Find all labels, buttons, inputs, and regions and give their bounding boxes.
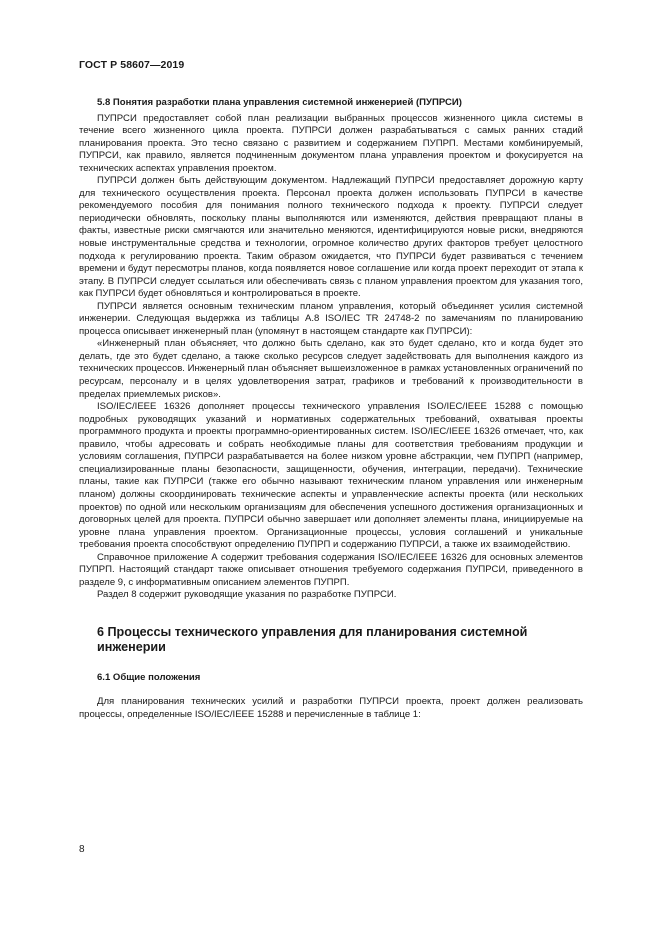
- page-number: 8: [79, 844, 85, 855]
- page-content: [79, 97, 583, 722]
- paragraph: ПУПРСИ должен быть действующим документом. Надлежащий ПУПРСИ предоставляет дорожную карту для технического осуществления проекта. Персонал проекта должен использовать ПУПРСИ в качестве рекомендуемого пособия для понимания полного технического подхода к проекту. ПУПРСИ следует периодически обновлять, поскольку планы выполняются или изменяются, действия превращают планы в факты, известные риски смягчаются или значительно меняются, идентифицируются новые риски, внедряются новые инструментальные средства и технологии, огромное количество других факторов требует целостного подхода к регулированию проекта. Таким образом ожидается, что ПУПРСИ будет развиваться с течением времени и будут пересмотры планов, когда появляется новое соглашение или когда проект переходит от этапа к этапу. В ПУПРСИ следует ссылаться или обеспечивать связь с планом управления проектом для указания того, как ПУПРСИ будет обновляться и контролироваться в проекте.: [79, 175, 583, 300]
- quote-paragraph: «Инженерный план объясняет, что должно быть сделано, как это будет сделано, кто и когда будет это делать, где это будет сделано, а также сколько ресурсов следует задействовать для выполнения каждого из технических процессов. Инженерный план объясняет вышеизложенное в рамках установленных ограничений по ресурсам, персоналу и в целях удовлетворения затрат, графиков и требований к производительности в пределах приемлемых рисков».: [79, 338, 583, 400]
- paragraph: Раздел 8 содержит руководящие указания по разработке ПУПРСИ.: [97, 589, 397, 601]
- paragraph: ПУПРСИ предоставляет собой план реализации выбранных процессов жизненного цикла системы в течение всего жизненного цикла проекта. ПУПРСИ должен разрабатываться с самых ранних стадий планирования проекта. Это тесно связано с развитием и содержанием ПУПРП. Местами комбинируемый, ПУПРСИ, как правило, является подчиненным документом плана управления проектом и фокусируется на технических аспектах управления проектом.: [79, 112, 583, 174]
- section-6-title: 6 Процессы технического управления для планирования системной инженерии: [97, 624, 528, 655]
- paragraph: Справочное приложение А содержит требования содержания ISO/IEC/IEEE 16326 для основных элементов ПУПРП. Настоящий стандарт также описывает отношения требуемого содержания ПУПРСИ, приведенного в разделе 9, с информативным описанием элементов ПУПРП.: [79, 551, 583, 588]
- paragraph: Для планирования технических усилий и разработки ПУПРСИ проекта, проект должен реализовать процессы, определенные ISO/IEC/IEEE 15288 и перечисленные в таблице 1:: [79, 696, 583, 720]
- paragraph: ISO/IEC/IEEE 16326 дополняет процессы технического управления ISO/IEC/IEEE 15288 с помощью подробных руководящих указаний и нормативных содержательных требований, охватывая проекты программного продукта и проекты программно-ориентированных систем. ISO/IEC/IEEE 16326 отмечает, что, как правило, чтобы адресовать и собрать необходимые планы для соответствия требованиям продукции и условиям соглашения, ПУПРСИ разрабатывается на более низком уровне абстракции, чем ПУПРП (например, специализированные планы безопасности, защищенности, обучения, интеграции, передачи). Технические планы, такие как ПУПРСИ (также его обычно называют техническим планом управления или инженерным планом) должны скоординировать технические аспекты и управленческие аспекты проекта (или нескольких проектов) по одной или нескольким организациям для обеспечения успешного достижения организационных и договорных целей для проекта. ПУПРСИ обычно завершает или дополняет элементы плана, инициируемые на уровне плана управления проектом. Организационные процессы, условия соглашений и уникальные требования проекта способствуют определению ПУПРП и содержанию ПУПРСИ, а также их взаимодействию.: [79, 401, 583, 551]
- section-5-8-title: 5.8 Понятия разработки плана управления системной инженерией (ПУПРСИ): [97, 97, 462, 108]
- document-header: ГОСТ Р 58607—2019: [79, 59, 185, 71]
- section-6-1-title: 6.1 Общие положения: [97, 671, 201, 683]
- paragraph: ПУПРСИ является основным техническим планом управления, который объединяет усилия системной инженерии. Следующая выдержка из таблицы А.8 ISO/IEC TR 24748-2 по замечаниям по планированию процесса описывает инженерный план (упомянут в настоящем стандарте как ПУПРСИ):: [79, 300, 583, 337]
